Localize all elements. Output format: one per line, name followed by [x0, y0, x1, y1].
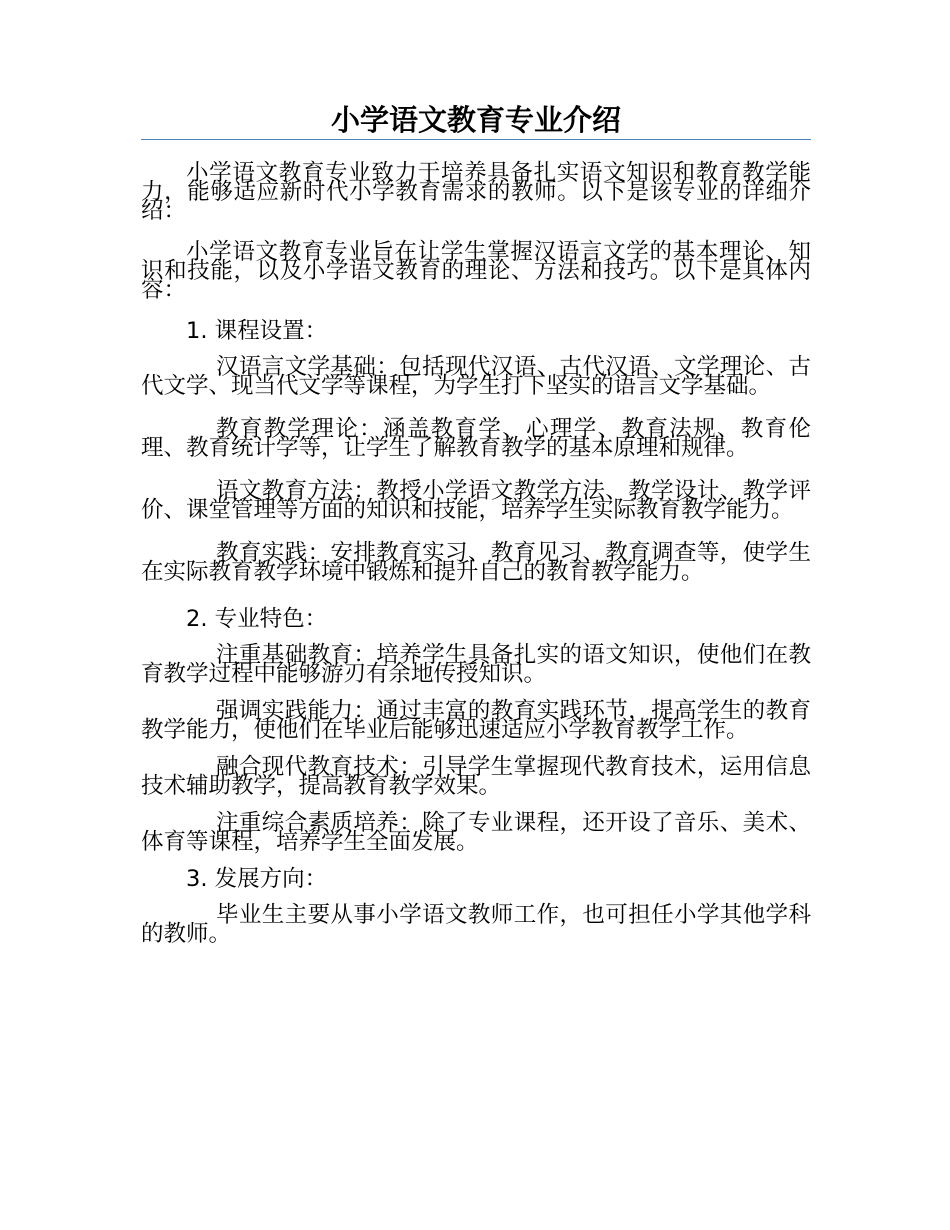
intro-paragraph: 小学语文教育专业致力于培养具备扎实语文知识和教育教学能力，能够适应新时代小学教育需求的教师。以下是该专业的详细介绍：	[141, 160, 811, 224]
career-item: 毕业生主要从事小学语文教师工作，也可担任小学其他学科的教师。	[141, 902, 811, 947]
title-block	[141, 100, 811, 144]
section-heading-courses: 1. 课程设置：	[186, 318, 328, 344]
course-item-methods: 语文教育方法：教授小学语文教学方法、教学设计、教学评价、课堂管理等方面的知识和技能，培养学生实际教育教学能力。	[141, 478, 811, 523]
course-item-theory: 教育教学理论：涵盖教育学、心理学、教育法规、教育伦理、教育统计学等，让学生了解教育教学的基本原理和规律。	[141, 416, 811, 461]
page-title: 小学语文教育专业介绍	[330, 103, 621, 137]
section-heading-features: 2. 专业特色：	[186, 606, 328, 632]
section-heading-career: 3. 发展方向：	[186, 866, 328, 892]
feature-item-foundation: 注重基础教育：培养学生具备扎实的语文知识，使他们在教育教学过程中能够游刃有余地传授知识。	[141, 642, 811, 687]
feature-item-quality: 注重综合素质培养：除了专业课程，还开设了音乐、美术、体育等课程，培养学生全面发展。	[141, 810, 811, 855]
course-item-practice: 教育实践：安排教育实习、教育见习、教育调查等，使学生在实际教育教学环境中锻炼和提升自己的教育教学能力。	[141, 540, 811, 585]
course-item-literature: 汉语言文学基础：包括现代汉语、古代汉语、文学理论、古代文学、现当代文学等课程，为学生打下坚实的语言文学基础。	[141, 354, 811, 399]
intro-paragraph-2: 小学语文教育专业旨在让学生掌握汉语言文学的基本理论、知识和技能，以及小学语文教育的理论、方法和技巧。以下是具体内容：	[141, 239, 811, 303]
feature-item-practice: 强调实践能力：通过丰富的教育实践环节，提高学生的教育教学能力，使他们在毕业后能够迅速适应小学教育教学工作。	[141, 698, 811, 743]
title-underline	[141, 139, 811, 140]
document-page	[141, 100, 811, 947]
feature-item-technology: 融合现代教育技术：引导学生掌握现代教育技术，运用信息技术辅助教学，提高教育教学效果。	[141, 754, 811, 799]
